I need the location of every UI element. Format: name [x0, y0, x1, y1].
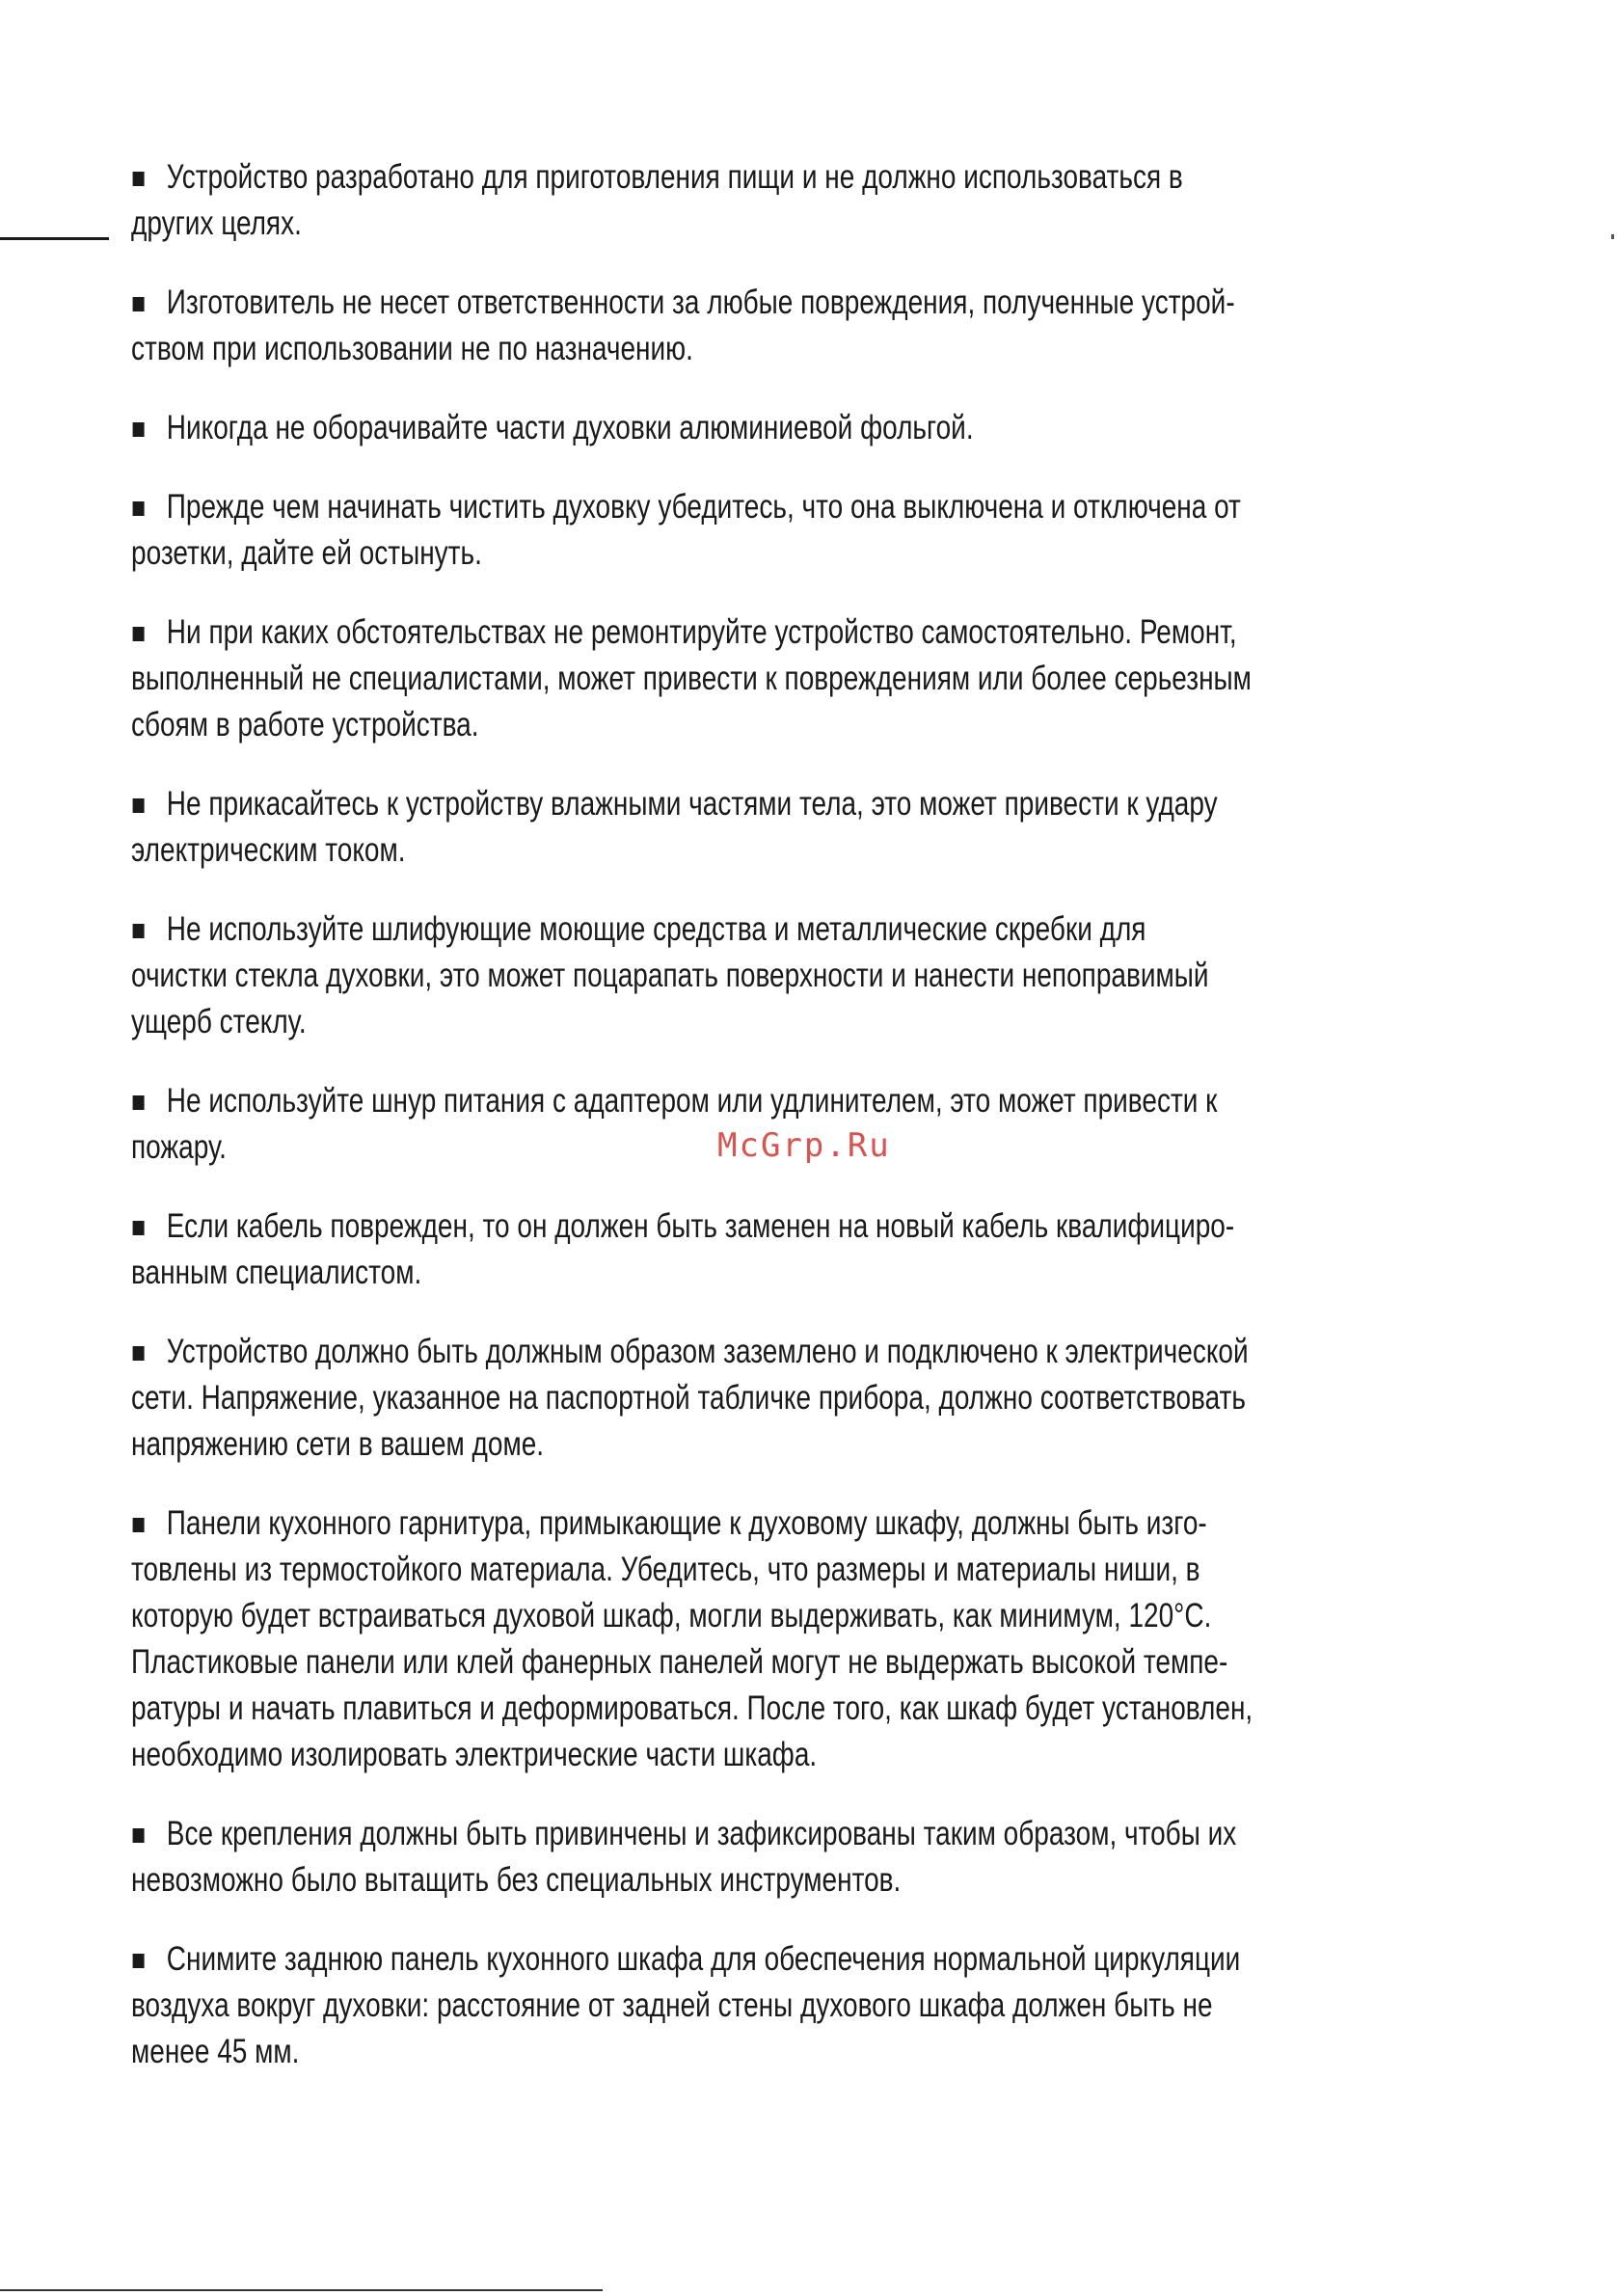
safety-instructions-list	[131, 154, 1481, 2075]
list-item: Снимите заднюю панель кухонного шкафа для обеспечения нормальной циркуляции воздуха вокруг духовки: расстояние от задней стены духового шкафа должен быть не менее 45 мм.	[131, 1940, 1241, 2070]
list-item: Устройство разработано для приготовления пищи и не должно использоваться в других целях.	[131, 158, 1183, 242]
list-item: Изготовитель не несет ответственности за любые повреждения, полученные устрой- ством при использовании не по назначению.	[131, 284, 1235, 367]
list-item: Не используйте шнур питания с адаптером или удлинителем, это может привести к пожару.	[131, 1082, 1218, 1166]
list-item: Ни при каких обстоятельствах не ремонтируйте устройство самостоятельно. Ремонт, выполненный не специалистами, может привести к повреждениям или более серьезным сбоям в работе устройства.	[131, 613, 1252, 743]
list-item: Панели кухонного гарнитура, примыкающие к духовому шкафу, должны быть изго- товлены из термостойкого материала. Убедитесь, что размеры и материалы ниши, в которую будет встраиваться духовой шкаф, могли выдерживать, как минимум, 120°С. Пластиковые панели или клей фанерных панелей могут не выдержать высокой темпе- ратуры и начать плавиться и деформироваться. После того, как шкаф будет установлен, необходимо изолировать электрические части шкафа.	[131, 1504, 1253, 1773]
square-bullet-icon	[133, 798, 145, 813]
square-bullet-icon	[133, 172, 145, 186]
watermark: McGrp.Ru	[717, 1126, 891, 1165]
square-bullet-icon	[133, 501, 145, 516]
list-item: Не используйте шлифующие моющие средства и металлические скребки для очистки стекла духовки, это может поцарапать поверхности и нанести непоправимый ущерб стеклу.	[131, 910, 1209, 1040]
square-bullet-icon	[133, 627, 145, 641]
square-bullet-icon	[133, 1518, 145, 1532]
list-item: Все крепления должны быть привинчены и зафиксированы таким образом, чтобы их невозможно было вытащить без специальных инструментов.	[131, 1815, 1237, 1899]
square-bullet-icon	[133, 1095, 145, 1110]
square-bullet-icon	[133, 924, 145, 938]
square-bullet-icon	[133, 1221, 145, 1235]
list-item: Устройство должно быть должным образом заземлено и подключено к электрической сети. Напряжение, указанное на паспортной табличке прибора, должно соответствовать напряжению сети в вашем доме.	[131, 1333, 1249, 1463]
bottom-divider-line	[0, 2289, 603, 2291]
square-bullet-icon	[133, 1346, 145, 1361]
list-item: Если кабель поврежден, то он должен быть заменен на новый кабель квалифициро- ванным специалистом.	[131, 1207, 1235, 1291]
square-bullet-icon	[133, 422, 145, 437]
square-bullet-icon	[133, 1954, 145, 1968]
list-item: Прежде чем начинать чистить духовку убедитесь, что она выключена и отключена от розетки, дайте ей остынуть.	[131, 488, 1241, 572]
list-item: Никогда не оборачивайте части духовки алюминиевой фольгой.	[131, 405, 1481, 451]
top-divider-line	[0, 237, 109, 240]
square-bullet-icon	[133, 297, 145, 311]
list-item: Не прикасайтесь к устройству влажными частями тела, это может привести к удару электрическим током.	[131, 785, 1218, 869]
square-bullet-icon	[133, 1828, 145, 1843]
edge-mark	[1611, 234, 1614, 239]
